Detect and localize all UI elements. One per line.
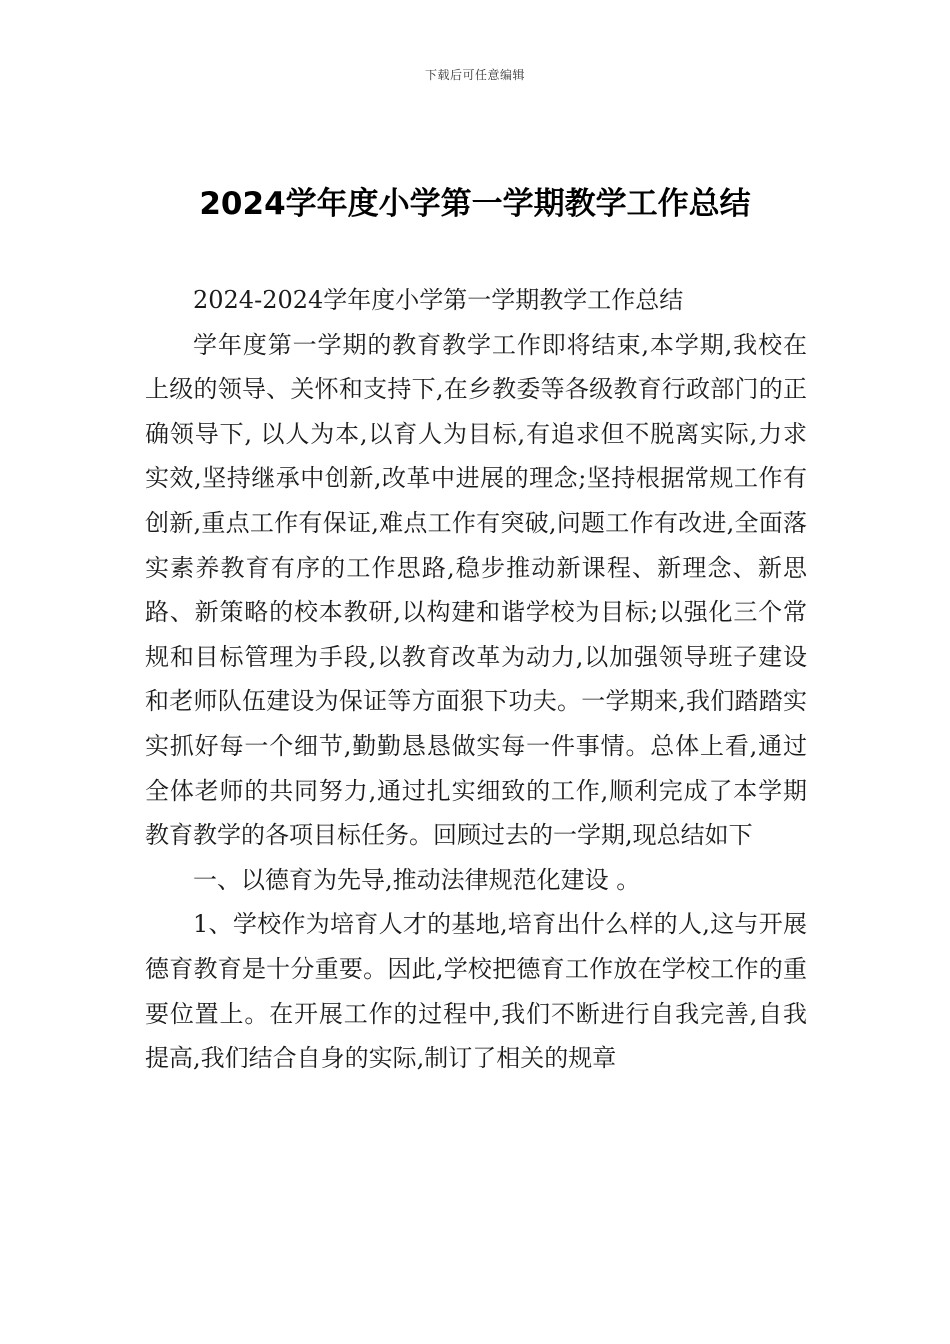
page-header-note: 下载后可任意编辑 [424,68,525,82]
subtitle-paragraph: 2024-2024学年度小学第一学期教学工作总结 [193,286,684,314]
intro-paragraph: 学年度第一学期的教育教学工作即将结束,本学期,我校在上级的领导、关怀和支持下,在乡教委等各级教育行政部门的正确领导下, 以人为本,以育人为目标,有追求但不脱离实际,力求实效,坚持继承中创新,改革中进展的理念;坚持根据常规工作有创新,重点工作有保证,难点工作有突破,问题工作有改进,全面落实素养教育有序的工作思路,稳步推动新课程、新理念、新思路、新策略的校本教研,以构建和谐学校为目标;以强化三个常规和目标管理为手段,以教育改革为动力,以加强领导班子建设和老师队伍建设为保证等方面狠下功夫。一学期来,我们踏踏实实抓好每一个细节,勤勤恳恳做实每一件事情。总体上看,通过全体老师的共同努力,通过扎实细致的工作,顺利完成了本学期教育教学的各项目标任务。回顾过去的一学期,现总结如下 [145,330,807,850]
section-heading-1: 一、以德育为先导,推动法律规范化建设 。 [193,865,641,894]
section-1-item-1: 1、学校作为培育人才的基地,培育出什么样的人,这与开展德育教育是十分重要。因此,学校把德育工作放在学校工作的重要位置上。在开展工作的过程中,我们不断进行自我完善,自我提高,我们结合自身的实际,制订了相关的规章 [145,910,807,1073]
document-title: 2024学年度小学第一学期教学工作总结 [199,186,751,222]
document-body [145,278,807,1081]
